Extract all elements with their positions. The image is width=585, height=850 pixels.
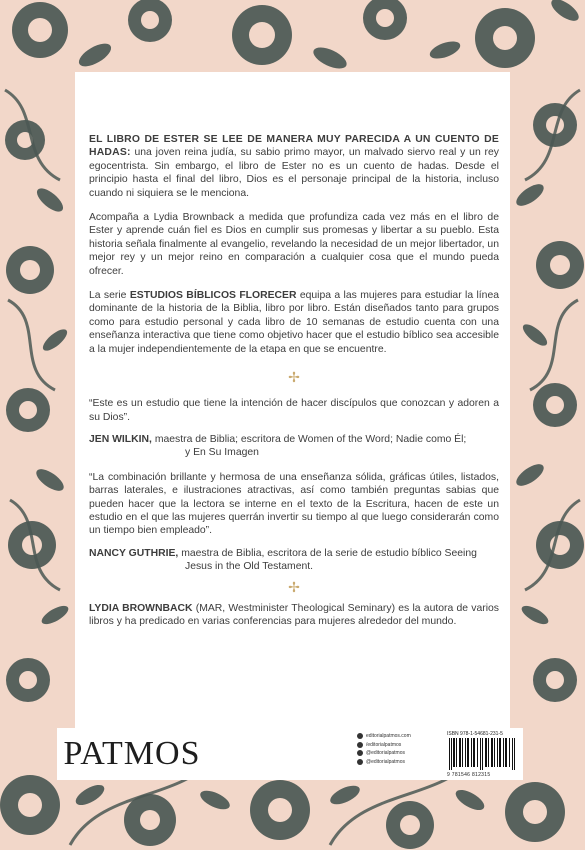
series-paragraph xyxy=(89,289,499,356)
intro-lead: EL LIBRO DE ESTER SE LEE DE MANERA MUY PARECIDA A UN CUENTO DE HADAS: xyxy=(89,134,499,159)
endorsement-attribution-1 xyxy=(89,433,499,460)
publisher-socials xyxy=(357,732,437,766)
series-pre: La serie xyxy=(89,290,127,302)
author-bio xyxy=(89,602,499,629)
endorser-name-2: NANCY GUTHRIE, xyxy=(89,547,179,559)
endorsement-quote-1: “Este es un estudio que tiene la intención de hacer discípulos que conozcan y adoren a su Dios”. xyxy=(89,398,499,423)
social-item: /editorialpatmos xyxy=(357,741,437,750)
author-bio-text: (MAR, Westminister Theological Seminary) es la autora de varios libros y ha predicado en varias conferencias para mujeres alrededor del mundo. xyxy=(89,602,500,627)
instagram-icon xyxy=(357,750,363,756)
endorser-role-2: maestra de Biblia, escritora de la serie de estudio bíblico Seeing xyxy=(181,547,477,559)
facebook-icon xyxy=(357,742,363,748)
endorsement-quote-2: “La combinación brillante y hermosa de una enseñanza sólida, gráficas útiles, listados, barras laterales, e ilustraciones atractivas, así como también preguntas sabias que pueden hacer que la lectora se interne en el texto de la Escritura, hacen de este un estudio en el que las mujeres querrán invertir su tiempo al que luego considerarán como un tiempo bien empleado”. xyxy=(89,471,499,537)
ornament-icon: ✢ xyxy=(288,578,300,595)
social-item: @editorialpatmos xyxy=(357,758,437,767)
barcode-image xyxy=(447,738,519,770)
publisher-logo-text: PATMOS xyxy=(63,735,201,772)
author-name: LYDIA BROWNBACK xyxy=(89,602,193,614)
endorser-role-2-cont: Jesus in the Old Testament. xyxy=(185,561,314,573)
publisher-logo xyxy=(57,728,207,780)
endorser-role-1: maestra de Biblia; escritora de Women of the Word; Nadie como Él; xyxy=(154,433,467,445)
social-item: editorialpatmos.com xyxy=(357,732,437,741)
endorsement-attribution-2 xyxy=(89,547,499,574)
globe-icon xyxy=(357,733,363,739)
twitter-icon xyxy=(357,759,363,765)
back-cover-content xyxy=(89,133,499,628)
intro-body: una joven reina judía, su sabio primo mayor, un malvado siervo real y un rey egocentrista. Sin embargo, el libro de Ester no es un cuento de hadas. Desde el principio hasta el final del libro, Dios es el personaje principal de la historia, incluso cuando ni siquiera se le menciona. xyxy=(89,147,499,199)
intro-paragraph xyxy=(89,133,499,200)
endorser-role-1-cont: y En Su Imagen xyxy=(185,447,259,459)
ornament-icon: ✢ xyxy=(288,369,300,386)
social-item: @editorialpatmos xyxy=(357,749,437,758)
barcode-digits: 9 781546 812315 xyxy=(447,772,491,778)
series-name: ESTUDIOS BÍBLICOS FLORECER xyxy=(129,290,297,302)
series-post: equipa a las mujeres para estudiar la línea dominante de la historia de la Biblia, libro por libro. Están diseñados tanto para grupos como para estudio personal y cada libro de 10 semanas de estudio cuenta con una enseñanza interactiva que tiene como objetivo hacer que el estudio bíblico sea accesible a la mujer independientemente de la etapa en que se encuentre. xyxy=(89,290,500,355)
cover-footer xyxy=(57,728,527,788)
endorser-name-1: JEN WILKIN, xyxy=(89,433,152,445)
isbn-text: ISBN 978-1-54681-231-5 xyxy=(447,731,503,737)
description-paragraph: Acompaña a Lydia Brownback a medida que profundiza cada vez más en el libro de Ester y aprende cuán fiel es Dios en cumplir sus promesas y libertar a su pueblo. Esta historia señala finalmente al evangelio, revelando la necesidad de un mejor libertador, un mejor rey y un mejor reino en comparación a cualquier cosa que el mundo pueda ofrecer. xyxy=(89,212,499,277)
barcode-box xyxy=(443,728,523,780)
